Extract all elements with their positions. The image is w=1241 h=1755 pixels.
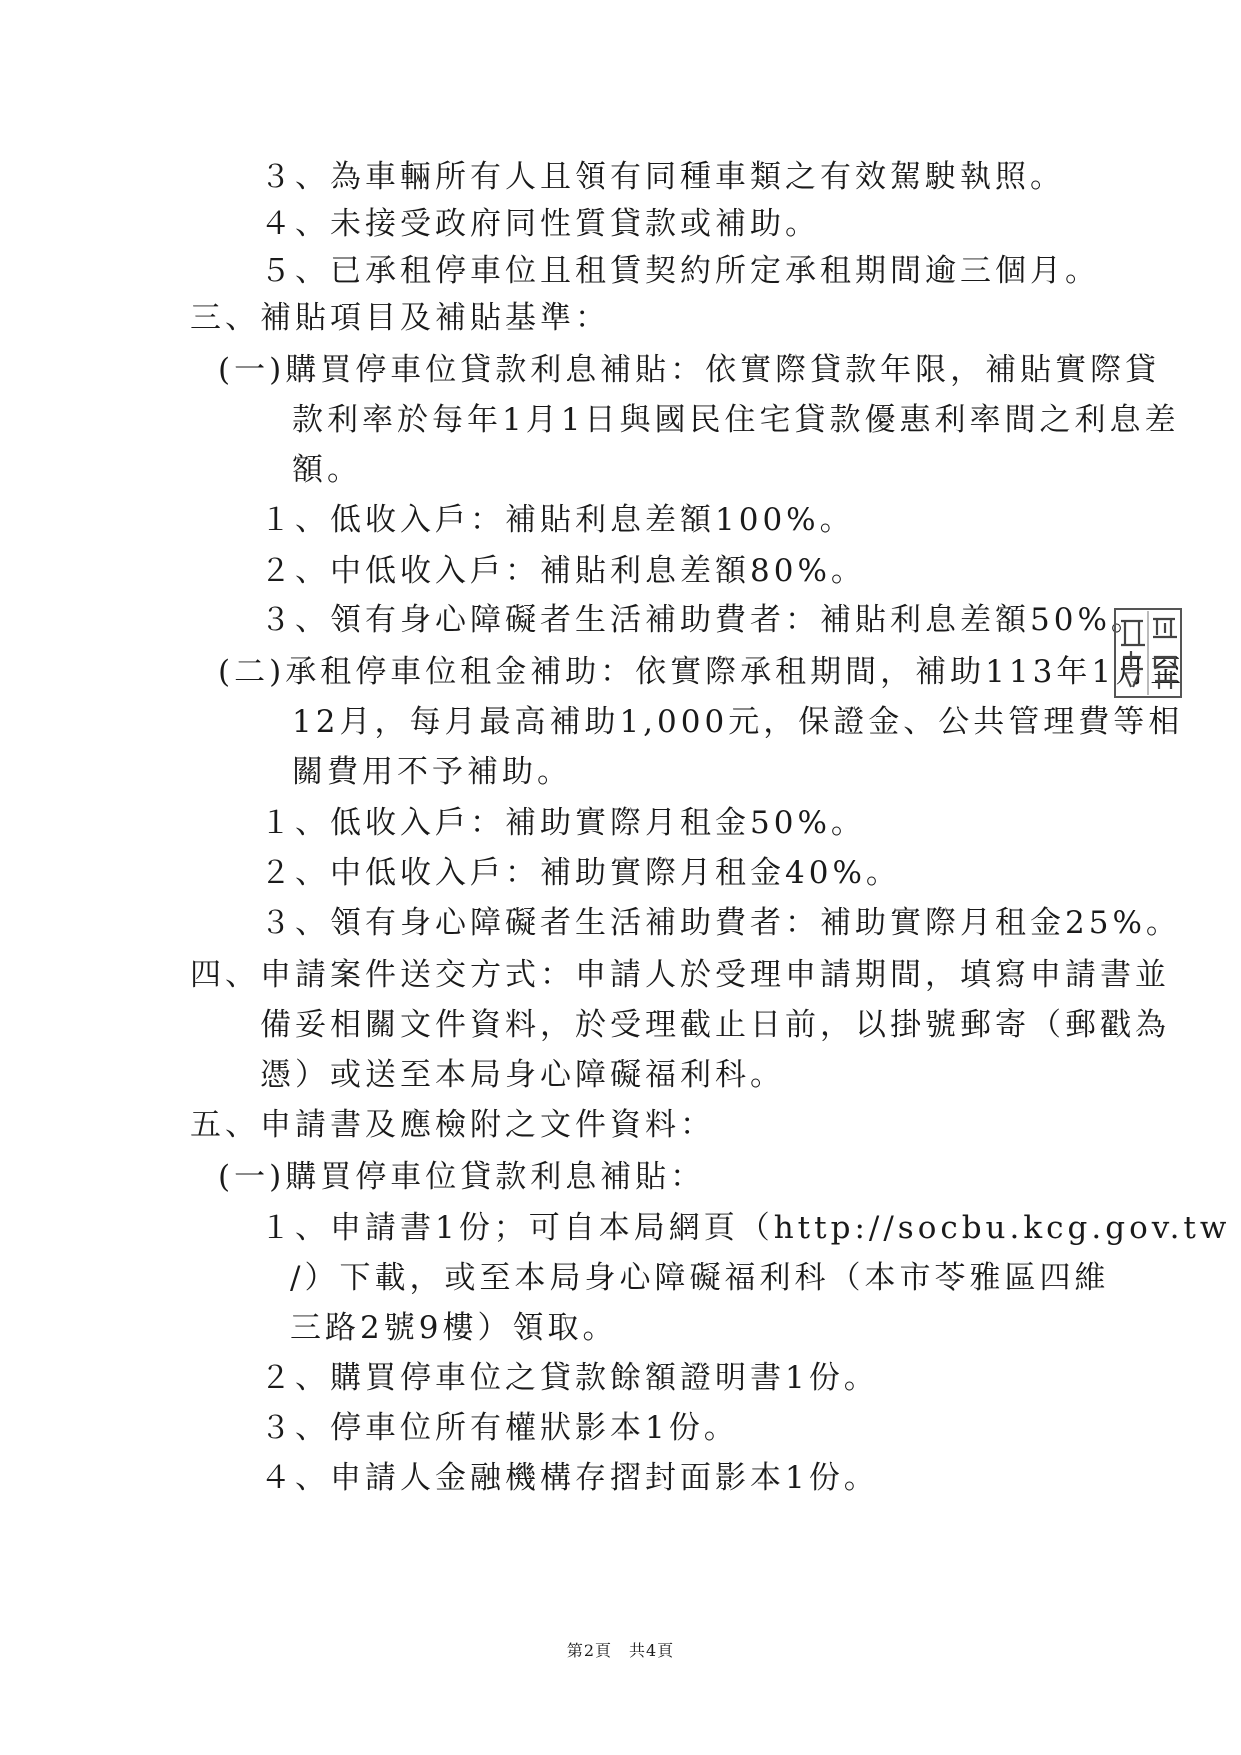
section-3-heading: 三、補貼項目及補貼基準：	[190, 300, 610, 336]
subsection-3-2-continuation: 12月，每月最高補助1,000元，保證金、公共管理費等相	[292, 704, 1184, 740]
document-item-2: ２、購買停車位之貸款餘額證明書1份。	[260, 1360, 879, 1396]
subsection-3-1-continuation: 額。	[292, 452, 362, 488]
section-4-continuation: 備妥相關文件資料，於受理截止日前，以掛號郵寄（郵戳為	[260, 1007, 1170, 1043]
official-seal-stamp	[1113, 607, 1183, 699]
subsection-3-1-continuation: 款利率於每年1月1日與國民住宅貸款優惠利率間之利息差	[292, 402, 1180, 438]
document-item-1-continuation: 三路2號9樓）領取。	[290, 1310, 618, 1346]
document-item-1: １、申請書1份；可自本局網頁（http://socbu.kcg.gov.tw	[260, 1210, 1231, 1246]
document-item-3: ３、停車位所有權狀影本1份。	[260, 1410, 739, 1446]
subsidy-item-2: ２、中低收入戶：補貼利息差額80%。	[260, 553, 866, 589]
document-item-4: ４、申請人金融機構存摺封面影本1份。	[260, 1460, 879, 1496]
rent-item-2: ２、中低收入戶：補助實際月租金40%。	[260, 855, 901, 891]
subsidy-item-3: ３、領有身心障礙者生活補助費者：補貼利息差額50%。	[260, 602, 1146, 638]
rent-item-3: ３、領有身心障礙者生活補助費者：補助實際月租金25%。	[260, 905, 1181, 941]
rent-item-1: １、低收入戶：補助實際月租金50%。	[260, 805, 866, 841]
subsection-3-2-continuation: 關費用不予補助。	[292, 754, 572, 790]
section-5-heading: 五、申請書及應檢附之文件資料：	[190, 1107, 715, 1143]
section-4-continuation: 憑）或送至本局身心障礙福利科。	[260, 1057, 785, 1093]
requirement-item-4: ４、未接受政府同性質貸款或補助。	[260, 206, 820, 242]
document-item-1-continuation: /）下載，或至本局身心障礙福利科（本市苓雅區四維	[290, 1260, 1110, 1296]
section-4-heading: 四、申請案件送交方式：申請人於受理申請期間，填寫申請書並	[190, 957, 1170, 993]
subsection-3-1-heading: (一)購買停車位貸款利息補貼：依實際貸款年限，補貼實際貸	[218, 352, 1161, 388]
subsection-5-1-heading: (一)購買停車位貸款利息補貼：	[218, 1159, 706, 1195]
requirement-item-5: ５、已承租停車位且租賃契約所定承租期間逾三個月。	[260, 253, 1100, 289]
requirement-item-3: ３、為車輛所有人且領有同種車類之有效駕駛執照。	[260, 159, 1065, 195]
subsection-3-2-heading: (二)承租停車位租金補助：依實際承租期間，補助113年1月至	[218, 654, 1186, 690]
subsidy-item-1: １、低收入戶：補貼利息差額100%。	[260, 502, 855, 538]
page-footer: 第2頁 共4頁	[566, 1641, 675, 1660]
